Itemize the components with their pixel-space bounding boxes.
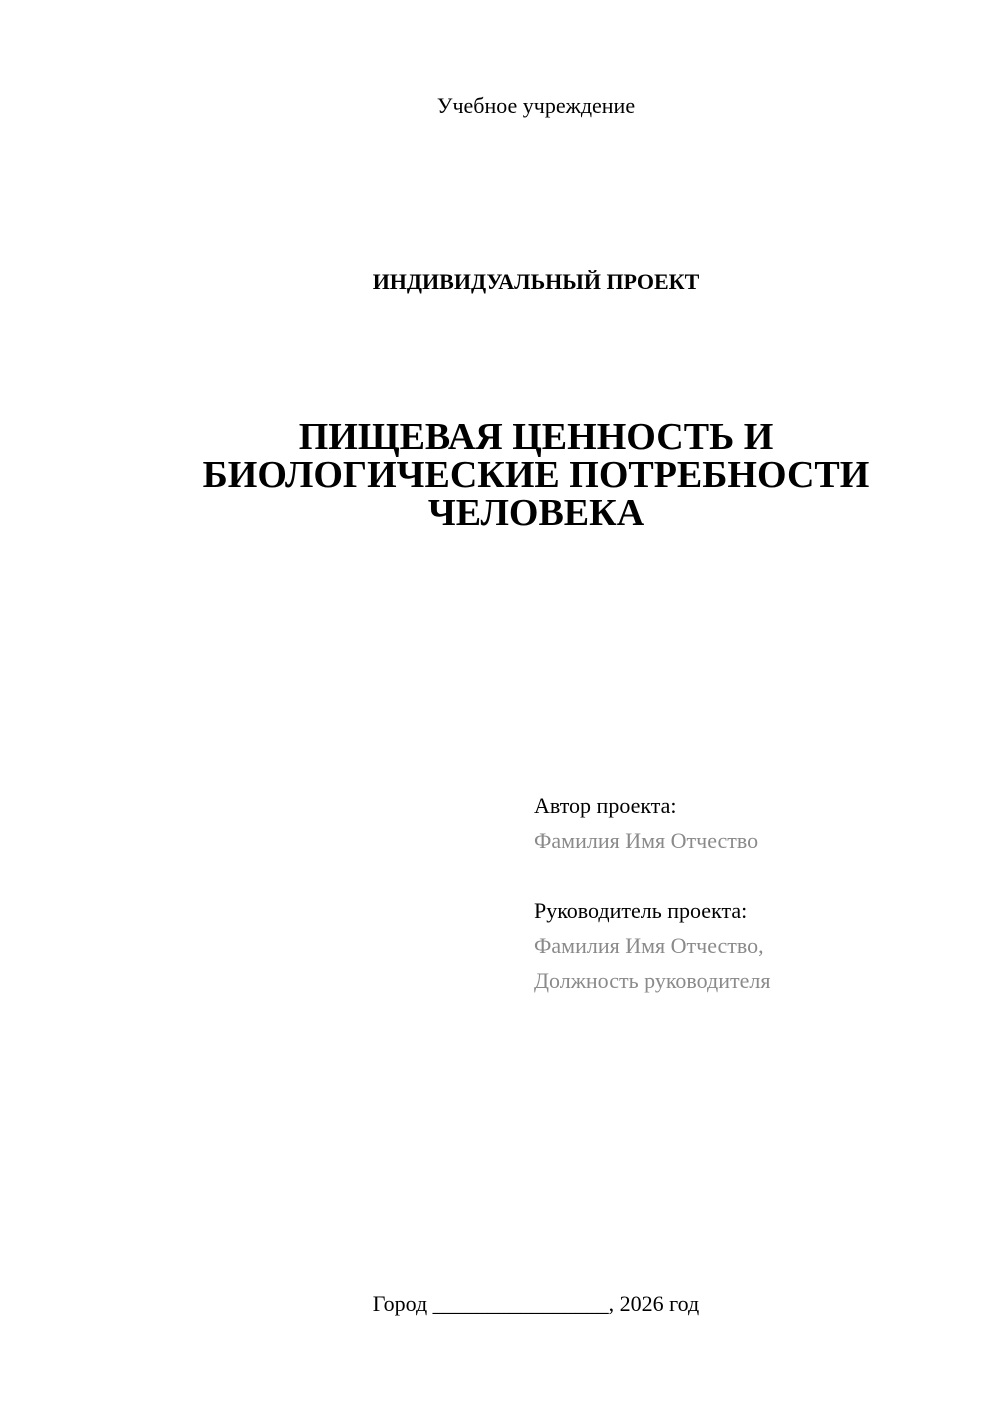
supervisor-position: Должность руководителя [534,968,771,993]
project-title [0,418,1000,532]
document-type: ИНДИВИДУАЛЬНЫЙ ПРОЕКТ [372,269,700,294]
author-label: Автор проекта: [534,793,677,818]
project-title-line: БИОЛОГИЧЕСКИЕ ПОТРЕБНОСТИ [202,454,870,496]
supervisor-label: Руководитель проекта: [534,898,748,923]
credits-block [534,788,770,998]
author-name: Фамилия Имя Отчество [534,828,759,853]
credits-spacer [534,858,770,893]
supervisor-name: Фамилия Имя Отчество, [534,933,764,958]
project-title-line: ПИЩЕВАЯ ЦЕННОСТЬ И [298,416,774,458]
project-title-line: ЧЕЛОВЕКА [427,492,645,534]
institution-name: Учебное учреждение [436,93,636,118]
city-year-line: Город ________________, 2026 год [372,1291,700,1316]
